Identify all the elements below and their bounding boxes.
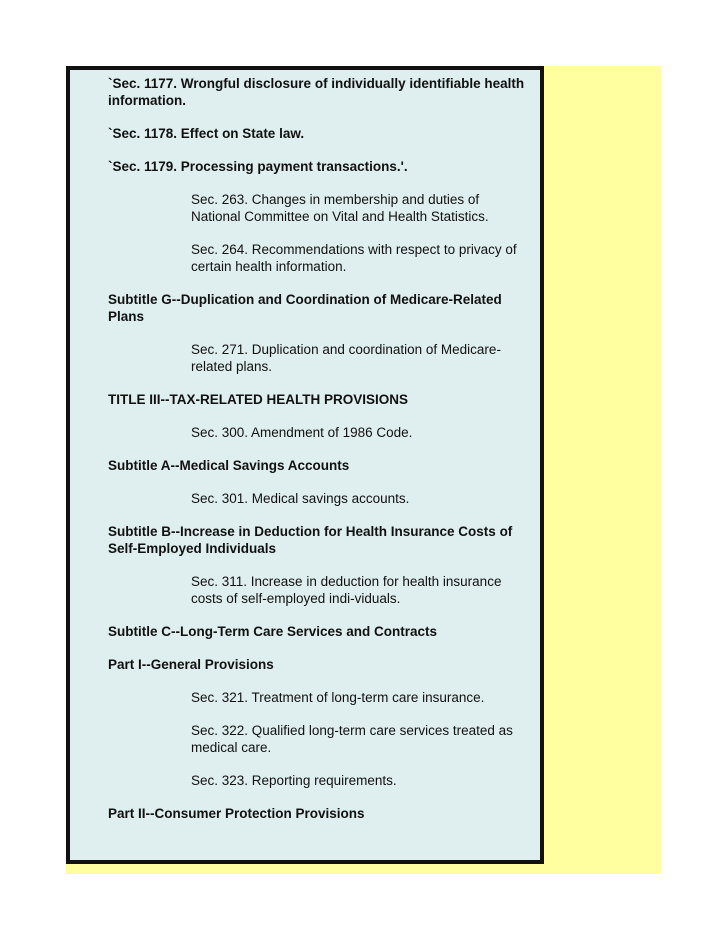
subtitle-g-heading: Subtitle G--Duplication and Coordination of Medicare-Related Plans bbox=[108, 292, 502, 324]
entry-sec-1177: `Sec. 1177. Wrongful disclosure of individually identifiable health information. bbox=[108, 76, 525, 108]
subtitle-c-heading: Subtitle C--Long-Term Care Services and Contracts bbox=[108, 624, 438, 639]
entry-sec-322: Sec. 322. Qualified long-term care services treated as medical care. bbox=[191, 723, 513, 755]
entry-sec-321: Sec. 321. Treatment of long-term care insurance. bbox=[191, 690, 485, 705]
part-i-heading: Part I--General Provisions bbox=[108, 657, 274, 672]
subtitle-a-heading: Subtitle A--Medical Savings Accounts bbox=[108, 458, 350, 473]
title-iii-heading: TITLE III--TAX-RELATED HEALTH PROVISIONS bbox=[108, 392, 408, 407]
entry-sec-323: Sec. 323. Reporting requirements. bbox=[191, 773, 397, 788]
entry-sec-300: Sec. 300. Amendment of 1986 Code. bbox=[191, 425, 413, 440]
entry-sec-263: Sec. 263. Changes in membership and duties of National Committee on Vital and Health Statistics. bbox=[191, 192, 489, 224]
subtitle-b-heading: Subtitle B--Increase in Deduction for Health Insurance Costs of Self-Employed Individuals bbox=[108, 524, 513, 556]
entry-sec-1179: `Sec. 1179. Processing payment transactions.'. bbox=[108, 159, 408, 174]
entry-sec-301: Sec. 301. Medical savings accounts. bbox=[191, 491, 410, 506]
entry-sec-271: Sec. 271. Duplication and coordination of Medicare-related plans. bbox=[191, 342, 501, 374]
part-ii-heading: Part II--Consumer Protection Provisions bbox=[108, 806, 365, 821]
entry-sec-311: Sec. 311. Increase in deduction for health insurance costs of self-employed indi-viduals. bbox=[191, 574, 502, 606]
entry-sec-1178: `Sec. 1178. Effect on State law. bbox=[108, 126, 305, 141]
table-of-contents bbox=[108, 75, 528, 838]
entry-sec-264: Sec. 264. Recommendations with respect to privacy of certain health information. bbox=[191, 242, 517, 274]
